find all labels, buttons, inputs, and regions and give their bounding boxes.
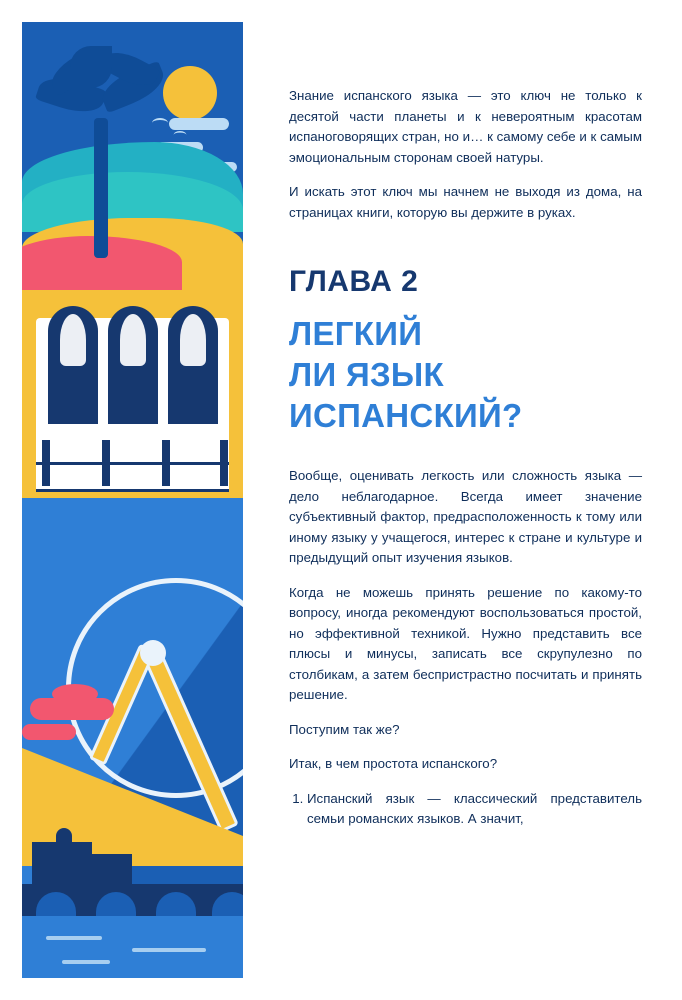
body-paragraph: Когда не можешь принять решение по какому-то вопросу, иногда рекомендуют воспользоваться простой, но эффективной техникой. Нужно представить все плюсы и минусы, записать все скрупулезно по столбикам, а затем беспристрастно посчитать и принять решение. <box>289 584 642 702</box>
illustration-column <box>0 0 243 1000</box>
water-ripple <box>132 948 206 952</box>
chapter-title-line: ИСПАНСКИЙ? <box>289 397 523 434</box>
building-shape <box>32 842 92 886</box>
water-ripple <box>46 936 102 940</box>
body-paragraph: Вообще, оценивать легкость или сложность языка — дело неблагодарное. Всегда имеет значение субъективный фактор, предрасположенность к тому или иному языку у учащегося, интерес к стране и культуре и предыдущий опыт изучения языков. <box>289 468 642 565</box>
ornament-icon <box>180 314 206 366</box>
numbered-list <box>289 789 642 830</box>
pink-cloud-icon <box>22 724 76 740</box>
palm-tree-icon <box>94 118 108 258</box>
sun-icon <box>163 66 217 120</box>
clock-center-icon <box>140 640 166 666</box>
bird-icon <box>174 131 187 139</box>
chapter-label: ГЛАВА 2 <box>289 265 419 298</box>
pillar-shape <box>42 440 50 486</box>
illustration-stack <box>22 22 243 978</box>
pillar-shape <box>102 440 110 486</box>
intro-paragraph: И искать этот ключ мы начнем не выходя из дома, на страницах книги, которую вы держите в руках. <box>289 184 642 220</box>
bird-icon <box>152 118 168 128</box>
body-paragraph: Поступим так же? <box>289 721 400 737</box>
ornament-icon <box>120 314 146 366</box>
body-paragraph: Итак, в чем простота испанского? <box>289 756 498 771</box>
text-column <box>243 0 682 1000</box>
balcony-rail <box>36 462 229 492</box>
arches-illustration <box>22 290 243 498</box>
chapter-title <box>289 313 642 436</box>
pillar-shape <box>220 440 228 486</box>
ornament-icon <box>60 314 86 366</box>
list-item: 1. Испанский язык — классический представитель семьи романских языков. А значит, <box>307 789 642 830</box>
chapter-title-line: ЛИ ЯЗЫК <box>289 356 444 393</box>
clock-city-illustration <box>22 498 243 978</box>
beach-illustration <box>22 22 243 290</box>
tower-shape <box>56 828 72 846</box>
water-ripple <box>62 960 110 964</box>
pink-cloud-icon <box>30 698 114 720</box>
pillar-shape <box>162 440 170 486</box>
palm-leaf-icon <box>70 46 112 88</box>
intro-paragraph: Знание испанского языка — это ключ не только к десятой части планеты и к невероятным красотам испаноговорящих стран, но и… к самому себе и к самым эмоциональным сторонам своей натуры. <box>289 88 642 165</box>
building-shape <box>92 854 132 886</box>
cloud-icon <box>169 118 229 130</box>
water-shape <box>22 916 243 978</box>
chapter-title-line: ЛЕГКИЙ <box>289 315 423 352</box>
